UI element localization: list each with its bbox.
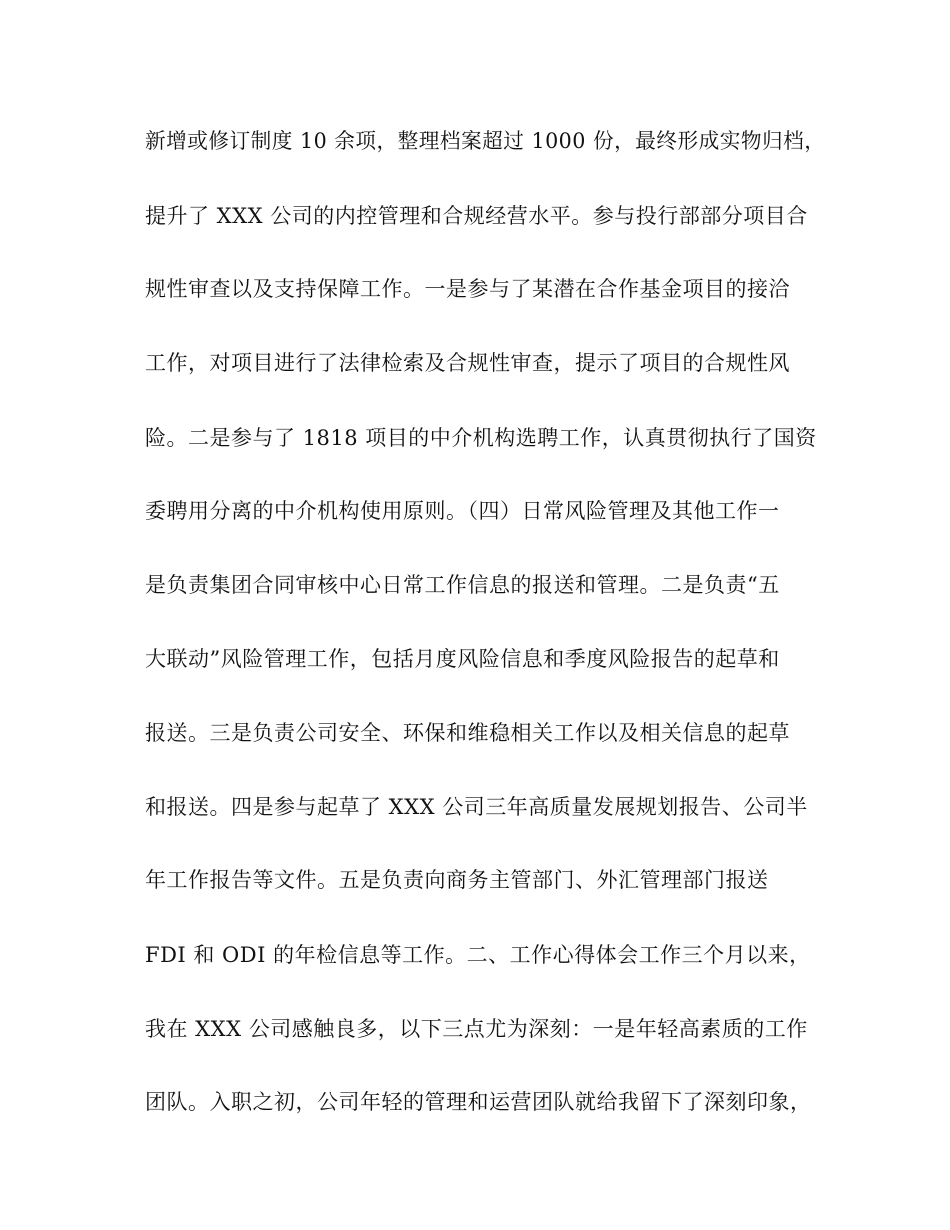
text-line: 规性审查以及支持保障工作。一是参与了某潜在合作基金项目的接洽 [145, 277, 790, 301]
text-line: 我在 XXX 公司感触良多，以下三点尤为深刻：一是年轻高素质的工作 [145, 1017, 808, 1041]
text-line: 报送。三是负责公司安全、环保和维稳相关工作以及相关信息的起草 [145, 721, 790, 745]
text-line: 大联动”风险管理工作，包括月度风险信息和季度风险报告的起草和 [145, 647, 780, 671]
text-line: FDI 和 ODI 的年检信息等工作。二、工作心得体会工作三个月以来， [145, 943, 811, 967]
text-line: 是负责集团合同审核中心日常工作信息的报送和管理。二是负责“五 [145, 573, 780, 597]
text-line: 工作，对项目进行了法律检索及合规性审查，提示了项目的合规性风 [145, 351, 790, 375]
text-line: 和报送。四是参与起草了 XXX 公司三年高质量发展规划报告、公司半 [145, 795, 808, 819]
text-line: 年工作报告等文件。五是负责向商务主管部门、外汇管理部门报送 [145, 868, 769, 892]
text-line: 委聘用分离的中介机构使用原则。（四）日常风险管理及其他工作一 [145, 499, 780, 523]
text-line: 团队。入职之初，公司年轻的管理和运营团队就给我留下了深刻印象， [145, 1090, 812, 1114]
text-line: 险。二是参与了 1818 项目的中介机构选聘工作，认真贯彻执行了国资 [145, 426, 817, 450]
text-line: 提升了 XXX 公司的内控管理和合规经营水平。参与投行部部分项目合 [145, 204, 808, 228]
text-line: 新增或修订制度 10 余项，整理档案超过 1000 份，最终形成实物归档， [145, 129, 826, 153]
